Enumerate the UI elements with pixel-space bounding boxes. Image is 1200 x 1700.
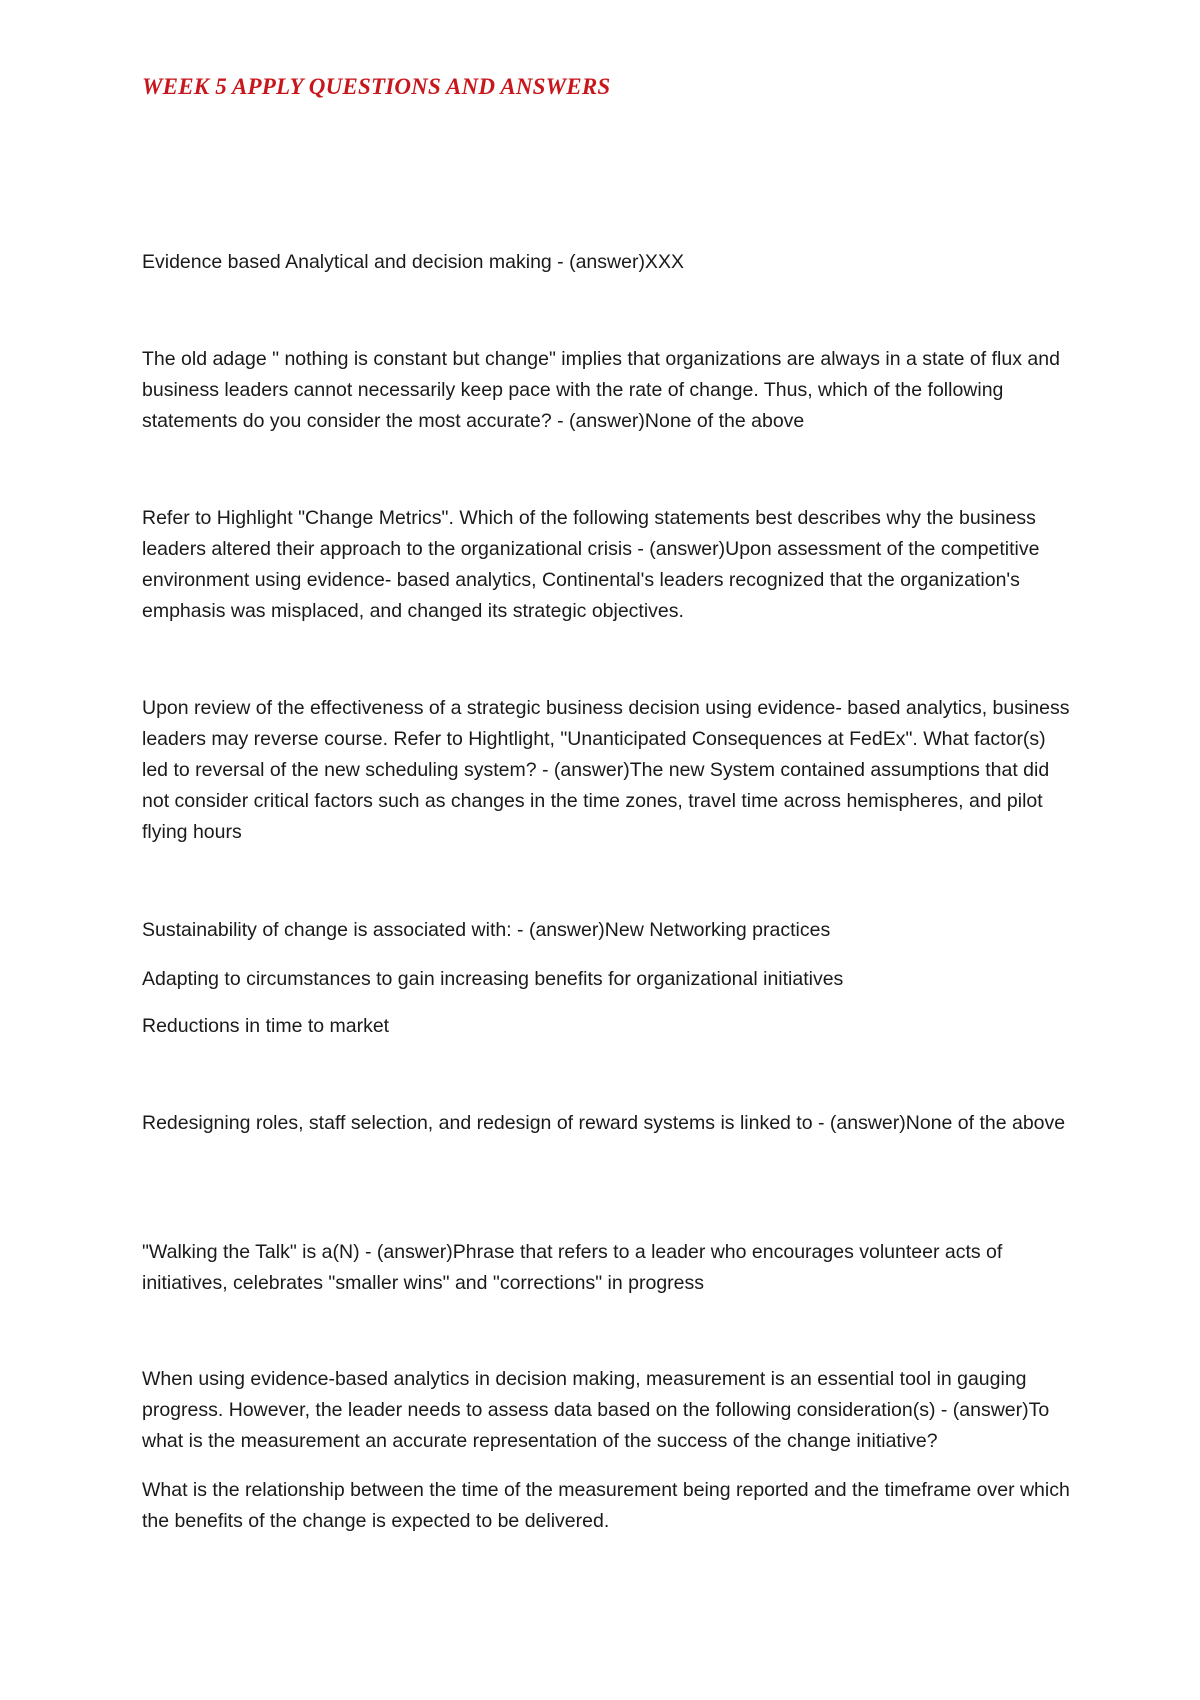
qa-paragraph-8: Redesigning roles, staff selection, and redesign of reward systems is linked to - (answer)None of the above xyxy=(142,1112,1066,1134)
qa-paragraph-3: Refer to Highlight "Change Metrics". Which of the following statements best describes why the business leaders altered their approach to the organizational crisis - (answer)Upon assessment of the competitive environment using evidence- based analytics, Continental's leaders recognized that the organization's emphasis was misplaced, and changed its strategic objectives. xyxy=(142,507,1040,622)
qa-paragraph-1: Evidence based Analytical and decision making - (answer)XXX xyxy=(142,251,684,273)
qa-paragraph-7: Reductions in time to market xyxy=(142,1015,390,1037)
qa-paragraph-10: When using evidence-based analytics in decision making, measurement is an essential tool in gauging progress. However, the leader needs to assess data based on the following consideration(s) - (answer)To what is the measurement an accurate representation of the success of the change initiative? xyxy=(142,1368,1050,1452)
document-title: WEEK 5 APPLY QUESTIONS AND ANSWERS xyxy=(142,74,611,99)
qa-paragraph-2: The old adage " nothing is constant but change" implies that organizations are always in a state of flux and business leaders cannot necessarily keep pace with the rate of change. Thus, which of the following statements do you consider the most accurate? - (answer)None of the above xyxy=(142,348,1060,432)
qa-paragraph-4: Upon review of the effectiveness of a strategic business decision using evidence- based analytics, business leaders may reverse course. Refer to Hightlight, "Unanticipated Consequences at FedEx". What factor(s) led to reversal of the new scheduling system? - (answer)The new System contained assumptions that did not consider critical factors such as changes in the time zones, travel time across hemispheres, and pilot flying hours xyxy=(142,697,1070,843)
qa-paragraph-11: What is the relationship between the time of the measurement being reported and the timeframe over which the benefits of the change is expected to be delivered. xyxy=(142,1479,1070,1532)
qa-paragraph-5: Sustainability of change is associated with: - (answer)New Networking practices xyxy=(142,919,831,941)
qa-paragraph-9: "Walking the Talk" is a(N) - (answer)Phrase that refers to a leader who encourages volunteer acts of initiatives, celebrates "smaller wins" and "corrections" in progress xyxy=(142,1241,1003,1294)
qa-paragraph-6: Adapting to circumstances to gain increasing benefits for organizational initiatives xyxy=(142,968,844,990)
